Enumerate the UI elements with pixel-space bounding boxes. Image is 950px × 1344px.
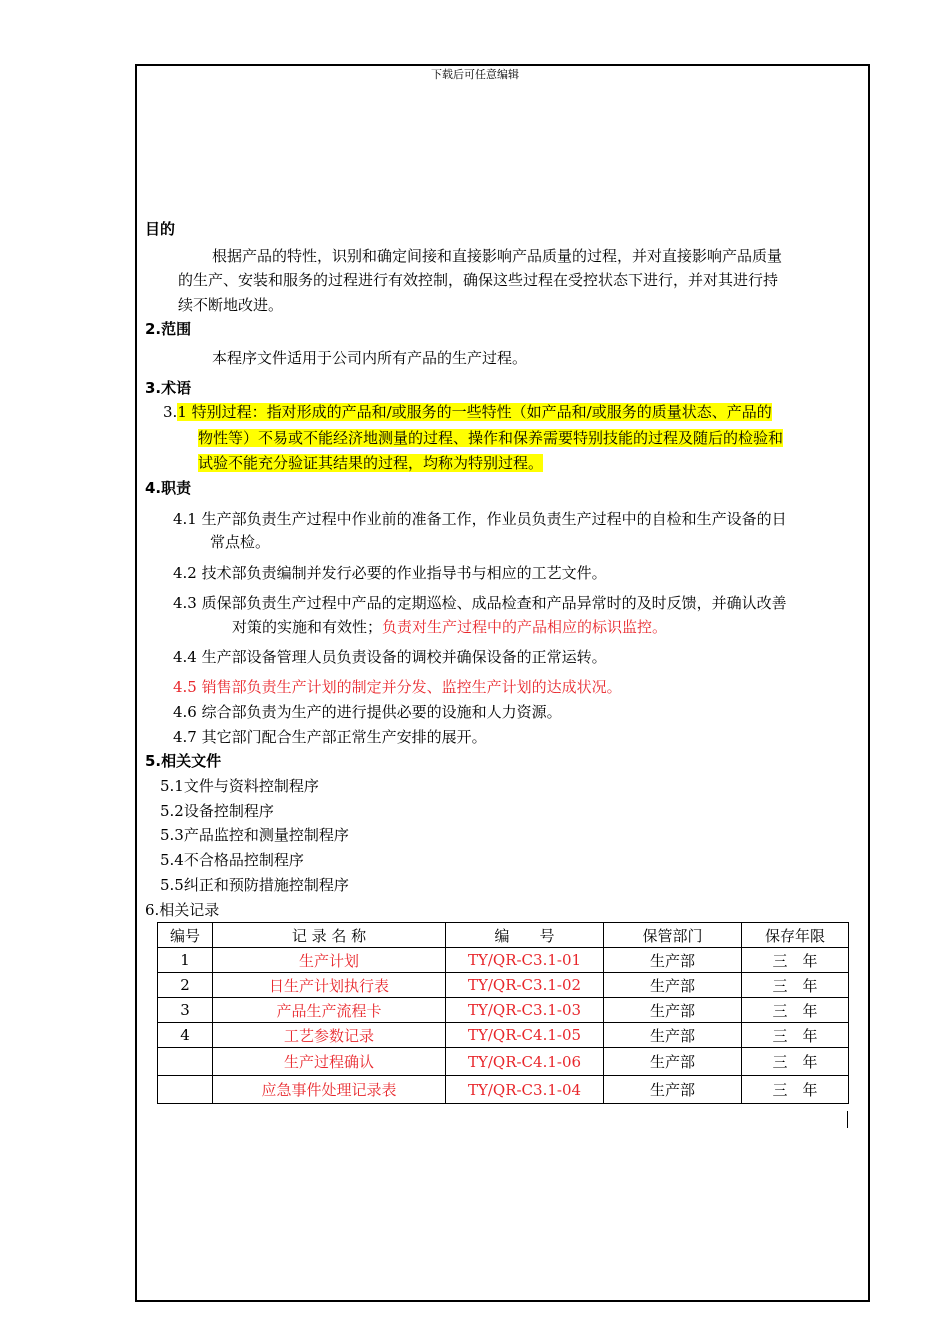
row-code: TY/QR-C3.1-04 (446, 1076, 604, 1104)
row-no (158, 1076, 213, 1104)
section-scope-heading: 2.范围 (145, 320, 192, 338)
row-dept: 生产部 (604, 1023, 742, 1048)
records-table (157, 922, 849, 1104)
col-header-no: 编号 (158, 923, 213, 948)
col-header-name: 记 录 名 称 (213, 923, 446, 948)
table-row (158, 1023, 849, 1048)
doc-item: 5.3产品监控和测量控制程序 (160, 826, 349, 844)
row-dept: 生产部 (604, 973, 742, 998)
duty-4-1-line-1: 4.1 生产部负责生产过程中作业前的准备工作，作业员负责生产过程中的自检和生产设备的日 (173, 510, 787, 528)
row-name: 应急事件处理记录表 (213, 1076, 446, 1104)
row-code: TY/QR-C3.1-01 (446, 948, 604, 973)
terms-line-1 (163, 402, 772, 422)
section-docs-heading: 5.相关文件 (145, 752, 222, 770)
section-terms-heading: 3.术语 (145, 379, 192, 397)
table-row (158, 1048, 849, 1076)
purpose-line-3: 续不断地改进。 (178, 296, 284, 314)
duty-4-2: 4.2 技术部负责编制并发行必要的作业指导书与相应的工艺文件。 (173, 564, 607, 582)
duty-4-4: 4.4 生产部设备管理人员负责设备的调校并确保设备的正常运转。 (173, 648, 607, 666)
row-no: 2 (158, 973, 213, 998)
scope-text: 本程序文件适用于公司内所有产品的生产过程。 (212, 349, 528, 367)
section-records-heading: 6.相关记录 (145, 901, 220, 919)
terms-highlight-3: 试验不能充分验证其结果的过程，均称为特别过程。 (198, 454, 544, 472)
section-duties-heading: 4.职责 (145, 479, 192, 497)
row-keep: 三 年 (742, 1076, 849, 1104)
purpose-line-2: 的生产、安装和服务的过程进行有效控制，确保这些过程在受控状态下进行，并对其进行持 (178, 271, 779, 289)
row-dept: 生产部 (604, 998, 742, 1023)
row-keep: 三 年 (742, 1023, 849, 1048)
purpose-line-1: 根据产品的特性，识别和确定间接和直接影响产品质量的过程，并对直接影响产品质量 (212, 247, 783, 265)
row-name: 日生产计划执行表 (213, 973, 446, 998)
row-code: TY/QR-C3.1-03 (446, 998, 604, 1023)
row-code: TY/QR-C4.1-05 (446, 1023, 604, 1048)
row-name: 产品生产流程卡 (213, 998, 446, 1023)
duty-4-6: 4.6 综合部负责为生产的进行提供必要的设施和人力资源。 (173, 703, 562, 721)
doc-item: 5.2设备控制程序 (160, 802, 274, 820)
duty-4-5: 4.5 销售部负责生产计划的制定并分发、监控生产计划的达成状况。 (173, 678, 622, 696)
duty-4-7: 4.7 其它部门配合生产部正常生产安排的展开。 (173, 728, 487, 746)
terms-number: 3. (163, 403, 178, 421)
row-name: 工艺参数记录 (213, 1023, 446, 1048)
duty-4-3-part-b: 负责对生产过程中的产品相应的标识监控。 (382, 618, 668, 636)
table-row (158, 973, 849, 998)
row-code: TY/QR-C4.1-06 (446, 1048, 604, 1076)
row-keep: 三 年 (742, 948, 849, 973)
table-row (158, 998, 849, 1023)
row-keep: 三 年 (742, 998, 849, 1023)
col-header-keep: 保存年限 (742, 923, 849, 948)
duty-4-3-line-1: 4.3 质保部负责生产过程中产品的定期巡检、成品检查和产品异常时的及时反馈，并确认改善 (173, 594, 787, 612)
duty-4-3-part-a: 对策的实施和有效性； (232, 618, 383, 636)
duty-4-1-line-2: 常点检。 (210, 533, 271, 551)
row-code: TY/QR-C3.1-02 (446, 973, 604, 998)
row-no: 1 (158, 948, 213, 973)
row-keep: 三 年 (742, 1048, 849, 1076)
table-row (158, 1076, 849, 1104)
doc-item: 5.1文件与资料控制程序 (160, 777, 319, 795)
terms-line-3 (198, 453, 543, 473)
row-dept: 生产部 (604, 1048, 742, 1076)
row-dept: 生产部 (604, 1076, 742, 1104)
table-header-row (158, 923, 849, 948)
table-row (158, 948, 849, 973)
col-header-code: 编 号 (446, 923, 604, 948)
section-purpose-heading: 目的 (145, 220, 176, 238)
row-dept: 生产部 (604, 948, 742, 973)
row-no: 3 (158, 998, 213, 1023)
duty-4-3-line-2 (232, 617, 667, 637)
row-name: 生产过程确认 (213, 1048, 446, 1076)
row-name: 生产计划 (213, 948, 446, 973)
terms-highlight-2: 物性等）不易或不能经济地测量的过程、操作和保养需要特别技能的过程及随后的检验和 (198, 429, 784, 447)
doc-item: 5.5纠正和预防措施控制程序 (160, 876, 349, 894)
watermark: 下载后可任意编辑 (431, 68, 519, 81)
row-no: 4 (158, 1023, 213, 1048)
row-no (158, 1048, 213, 1076)
row-keep: 三 年 (742, 973, 849, 998)
terms-highlight-1: 1 特别过程：指对形成的产品和/或服务的一些特性（如产品和/或服务的质量状态、产品的 (177, 403, 772, 421)
col-header-dept: 保管部门 (604, 923, 742, 948)
terms-line-2 (198, 428, 783, 448)
doc-item: 5.4不合格品控制程序 (160, 851, 304, 869)
table-trailing-border (847, 1111, 848, 1128)
